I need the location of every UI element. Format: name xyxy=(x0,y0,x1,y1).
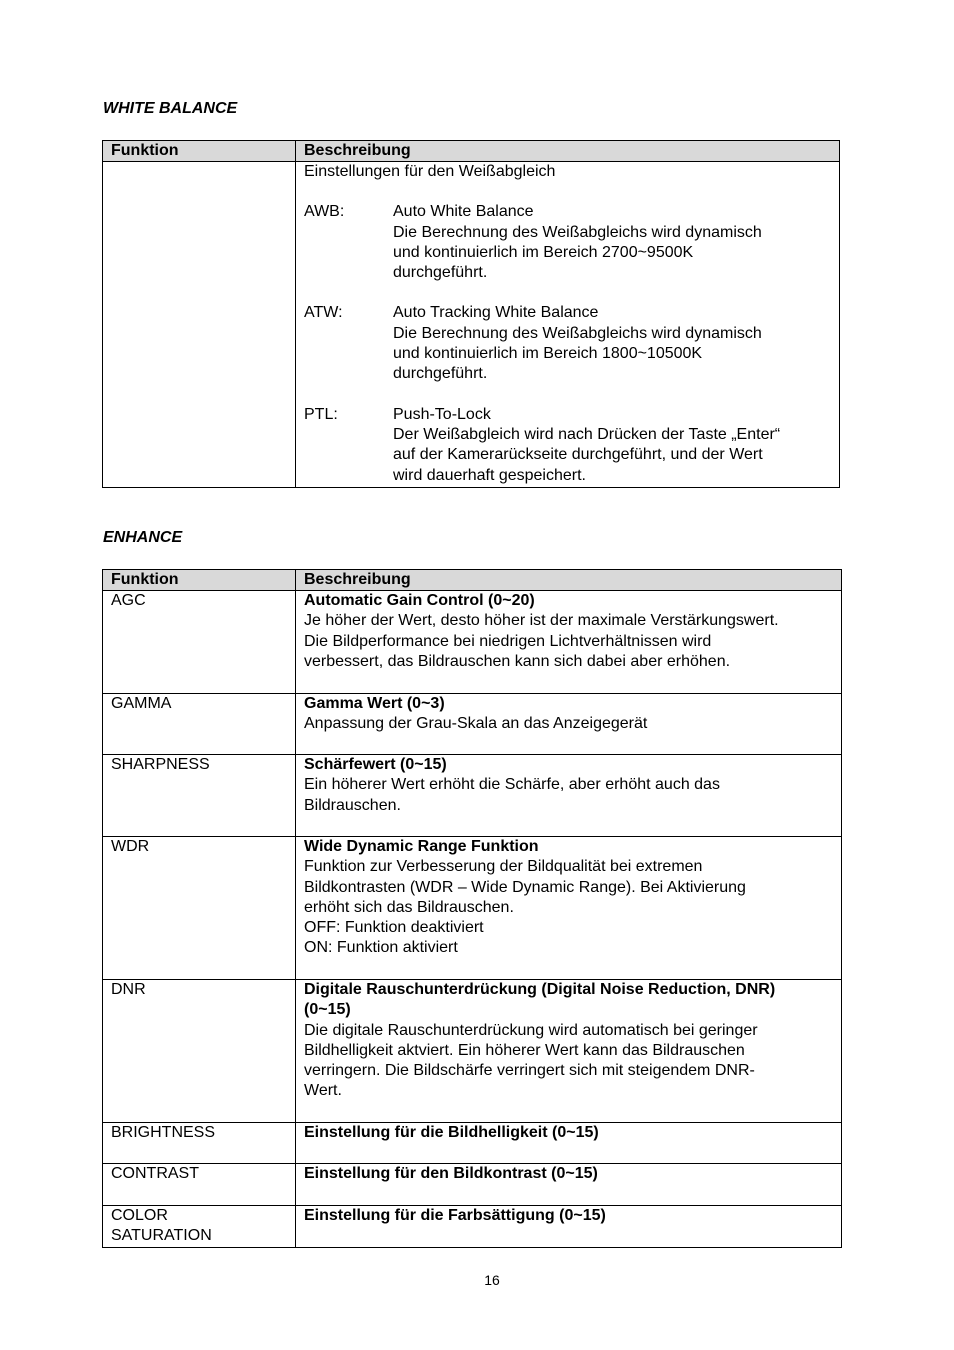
description-heading: Einstellung für die Farbsättigung (0~15) xyxy=(304,1207,606,1224)
function-cell xyxy=(103,980,296,1123)
enhance-title: ENHANCE xyxy=(103,529,183,546)
description-line: Anpassung der Grau-Skala an das Anzeigegerät xyxy=(304,715,648,733)
description-line: Wert. xyxy=(304,1082,342,1100)
header-description: Beschreibung xyxy=(296,570,842,591)
table-row xyxy=(103,1123,842,1164)
description-line: Bildhelligkeit aktviert. Ein höherer Wert kann das Bildrauschen xyxy=(304,1041,745,1059)
description-line: ON: Funktion aktiviert xyxy=(304,939,458,957)
function-cell xyxy=(103,837,296,980)
description-heading: Automatic Gain Control (0~20) xyxy=(304,592,535,609)
mode-line: Die Berechnung des Weißabgleichs wird dynamisch xyxy=(393,324,762,342)
function-cell xyxy=(103,162,296,488)
wb-mode-awb xyxy=(304,202,831,283)
mode-line: durchgeführt. xyxy=(393,264,488,282)
description-line: Funktion zur Verbesserung der Bildqualität bei extremen xyxy=(304,858,703,876)
function-cell xyxy=(103,1123,296,1164)
wb-mode-atw xyxy=(304,303,831,384)
description-line: Die digitale Rauschunterdrückung wird automatisch bei geringer xyxy=(304,1021,758,1039)
description-cell xyxy=(296,1206,842,1248)
description-line: verbessert, das Bildrauschen kann sich dabei aber erhöhen. xyxy=(304,652,731,670)
mode-key: AWB: xyxy=(304,203,345,221)
function-label: WDR xyxy=(111,838,150,855)
mode-line: Der Weißabgleich wird nach Drücken der Taste „Enter“ xyxy=(393,425,781,443)
header-function: Funktion xyxy=(103,141,296,162)
mode-line: auf der Kamerarückseite durchgeführt, und der Wert xyxy=(393,446,763,464)
description-line: Die Bildperformance bei niedrigen Lichtverhältnissen wird xyxy=(304,632,712,650)
function-cell xyxy=(103,1206,296,1248)
mode-name: Push-To-Lock xyxy=(393,405,491,423)
function-label: AGC xyxy=(111,592,146,609)
table-row xyxy=(103,980,842,1123)
description-line: Ein höherer Wert erhöht die Schärfe, aber erhöht auch das xyxy=(304,776,720,794)
description-line: Je höher der Wert, desto höher ist der maximale Verstärkungswert. xyxy=(304,612,779,630)
table-row xyxy=(103,162,840,488)
mode-name: Auto White Balance xyxy=(393,203,534,221)
function-label: CONTRAST xyxy=(111,1165,199,1182)
function-label: BRIGHTNESS xyxy=(111,1124,216,1141)
description-cell xyxy=(296,980,842,1123)
table-row xyxy=(103,591,842,694)
table-row xyxy=(103,755,842,837)
table-row xyxy=(103,837,842,980)
table-row xyxy=(103,1206,842,1248)
description-heading: (0~15) xyxy=(304,1001,351,1019)
table-row xyxy=(103,694,842,755)
description-cell xyxy=(296,591,842,694)
description-cell xyxy=(296,1164,842,1206)
description-line: Bildkontrasten (WDR – Wide Dynamic Range). Bei Aktivierung xyxy=(304,878,746,896)
mode-line: und kontinuierlich im Bereich 1800~10500K xyxy=(393,345,703,363)
mode-line: wird dauerhaft gespeichert. xyxy=(393,466,586,484)
function-label: COLOR xyxy=(111,1207,168,1224)
mode-key: PTL: xyxy=(304,405,338,423)
function-label: DNR xyxy=(111,981,146,998)
table-header-row xyxy=(103,570,842,591)
description-cell xyxy=(296,694,842,755)
description-heading: Einstellung für die Bildhelligkeit (0~15) xyxy=(304,1124,599,1141)
description-line: OFF: Funktion deaktiviert xyxy=(304,919,484,937)
white-balance-title: WHITE BALANCE xyxy=(103,100,238,117)
function-label: SHARPNESS xyxy=(111,756,210,773)
wb-mode-ptl xyxy=(304,405,831,486)
enhance-table xyxy=(102,569,842,1248)
description-heading: Digitale Rauschunterdrückung (Digital Noise Reduction, DNR) xyxy=(304,981,776,998)
table-row xyxy=(103,1164,842,1206)
mode-key: ATW: xyxy=(304,304,343,322)
description-cell xyxy=(296,1123,842,1164)
mode-line: durchgeführt. xyxy=(393,365,488,383)
header-description: Beschreibung xyxy=(296,141,840,162)
white-balance-table xyxy=(102,140,840,488)
description-line: verringern. Die Bildschärfe verringert sich mit steigendem DNR- xyxy=(304,1062,755,1080)
description-heading: Schärfewert (0~15) xyxy=(304,756,447,773)
header-function: Funktion xyxy=(103,570,296,591)
function-label: GAMMA xyxy=(111,695,172,712)
table-header-row xyxy=(103,141,840,162)
mode-line: Die Berechnung des Weißabgleichs wird dynamisch xyxy=(393,223,762,241)
mode-line: und kontinuierlich im Bereich 2700~9500K xyxy=(393,243,694,261)
description-line: Bildrauschen. xyxy=(304,796,401,814)
wb-intro: Einstellungen für den Weißabgleich xyxy=(304,163,556,180)
description-cell xyxy=(296,755,842,837)
function-cell xyxy=(103,591,296,694)
description-heading: Wide Dynamic Range Funktion xyxy=(304,838,539,855)
function-cell xyxy=(103,755,296,837)
description-cell xyxy=(296,837,842,980)
function-label: SATURATION xyxy=(111,1227,212,1245)
description-cell xyxy=(296,162,840,488)
page-number: 16 xyxy=(484,1272,500,1288)
function-cell xyxy=(103,694,296,755)
description-heading: Gamma Wert (0~3) xyxy=(304,695,445,712)
description-heading: Einstellung für den Bildkontrast (0~15) xyxy=(304,1165,598,1182)
description-line: erhöht sich das Bildrauschen. xyxy=(304,898,514,916)
function-cell xyxy=(103,1164,296,1206)
mode-name: Auto Tracking White Balance xyxy=(393,304,599,322)
